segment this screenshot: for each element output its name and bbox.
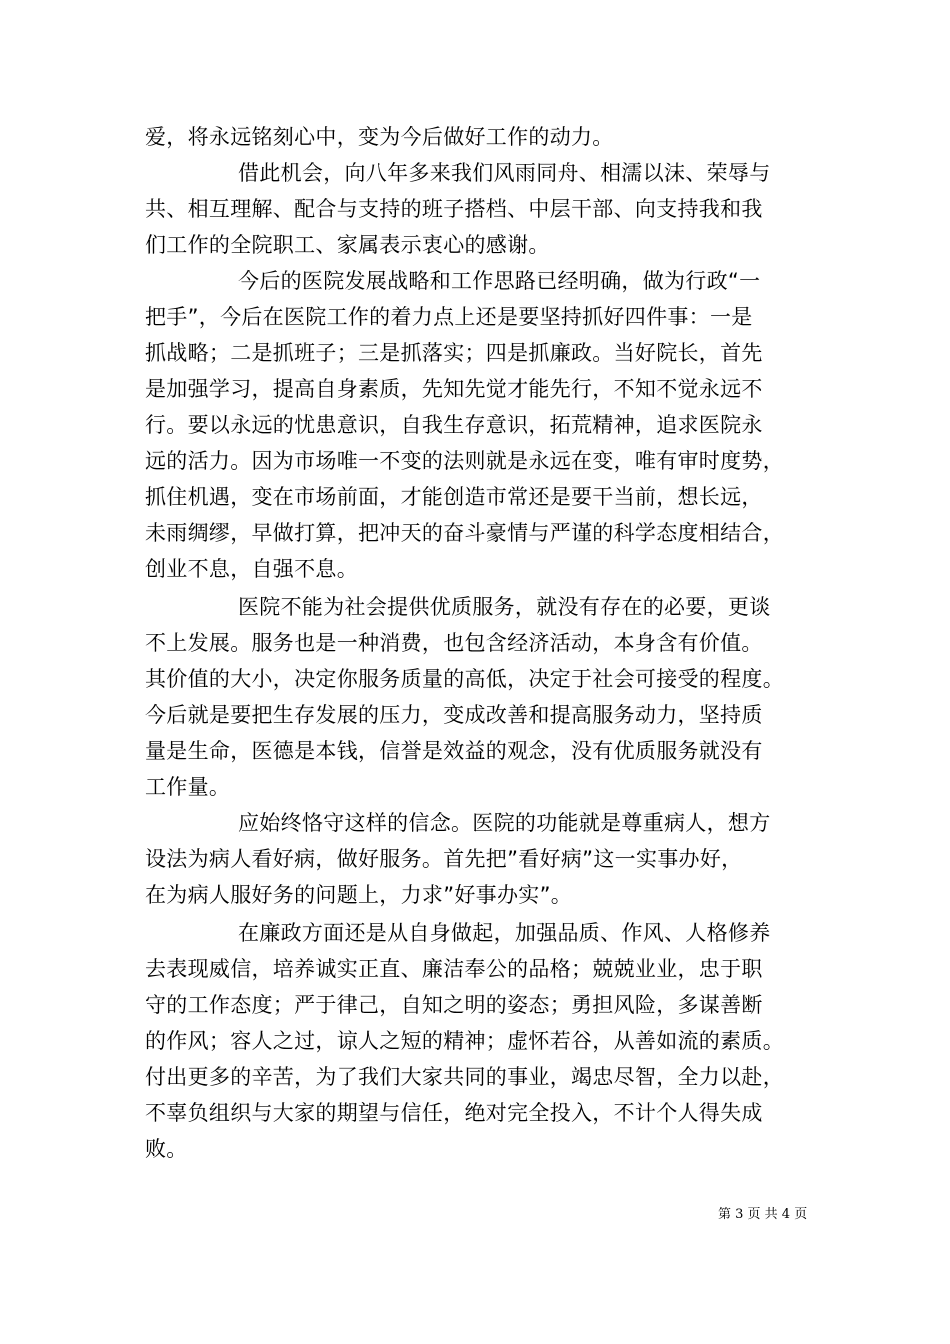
text-line: 抓住机遇，变在市场前面，才能创造市常还是要干当前，想长远，	[145, 485, 763, 509]
text-line: 行。要以永远的忧患意识，自我生存意识，拓荒精神，追求医院永	[145, 413, 763, 437]
text-line: 共、相互理解、配合与支持的班子搭档、中层干部、向支持我和我	[145, 197, 763, 221]
text-line: 在为病人服好务的问题上，力求”好事办实”。	[145, 883, 573, 907]
text-line: 工作量。	[145, 775, 231, 799]
text-line: 去表现威信，培养诚实正直、廉洁奉公的品格；兢兢业业，忠于职	[145, 957, 763, 981]
text-line: 付出更多的辛苦，为了我们大家共同的事业，竭忠尽智，全力以赴，	[145, 1065, 784, 1089]
text-line: 设法为病人看好病，做好服务。首先把”看好病”这一实事办好，	[145, 847, 743, 871]
text-line: 守的工作态度；严于律己，自知之明的姿态；勇担风险，多谋善断	[145, 993, 763, 1017]
paragraph-first-line: 医院不能为社会提供优质服务，就没有存在的必要，更谈	[238, 595, 771, 619]
text-line: 今后就是要把生存发展的压力，变成改善和提高服务动力，坚持质	[145, 703, 763, 727]
text-line: 爱，将永远铭刻心中，变为今后做好工作的动力。	[145, 125, 614, 149]
text-line: 不辜负组织与大家的期望与信任，绝对完全投入，不计个人得失成	[145, 1101, 763, 1125]
text-line: 其价值的大小，决定你服务质量的高低，决定于社会可接受的程度。	[145, 667, 784, 691]
text-line: 败。	[145, 1137, 188, 1161]
paragraph-first-line: 借此机会，向八年多来我们风雨同舟、相濡以沫、荣辱与	[238, 161, 771, 185]
text-line: 未雨绸缪，早做打算，把冲天的奋斗豪情与严谨的科学态度相结合，	[145, 521, 784, 545]
text-line: 是加强学习，提高自身素质，先知先觉才能先行，不知不觉永远不	[145, 377, 763, 401]
page-number-footer: 第 3 页 共 4 页	[718, 1207, 808, 1222]
paragraph-first-line: 应始终恪守这样的信念。医院的功能就是尊重病人，想方	[238, 811, 771, 835]
text-line: 们工作的全院职工、家属表示衷心的感谢。	[145, 233, 550, 257]
text-line: 远的活力。因为市场唯一不变的法则就是永远在变，唯有审时度势，	[145, 449, 784, 473]
text-line: 的作风；容人之过，谅人之短的精神；虚怀若谷，从善如流的素质。	[145, 1029, 784, 1053]
text-line: 创业不息，自强不息。	[145, 557, 358, 581]
text-line: 量是生命，医德是本钱，信誉是效益的观念，没有优质服务就没有	[145, 739, 763, 763]
paragraph-first-line: 今后的医院发展战略和工作思路已经明确，做为行政“一	[238, 269, 761, 293]
text-line: 把手”，今后在医院工作的着力点上还是要坚持抓好四件事：一是	[145, 305, 753, 329]
paragraph-first-line: 在廉政方面还是从自身做起，加强品质、作风、人格修养	[238, 921, 771, 945]
text-line: 不上发展。服务也是一种消费，也包含经济活动，本身含有价值。	[145, 631, 763, 655]
text-line: 抓战略；二是抓班子；三是抓落实；四是抓廉政。当好院长，首先	[145, 341, 763, 365]
